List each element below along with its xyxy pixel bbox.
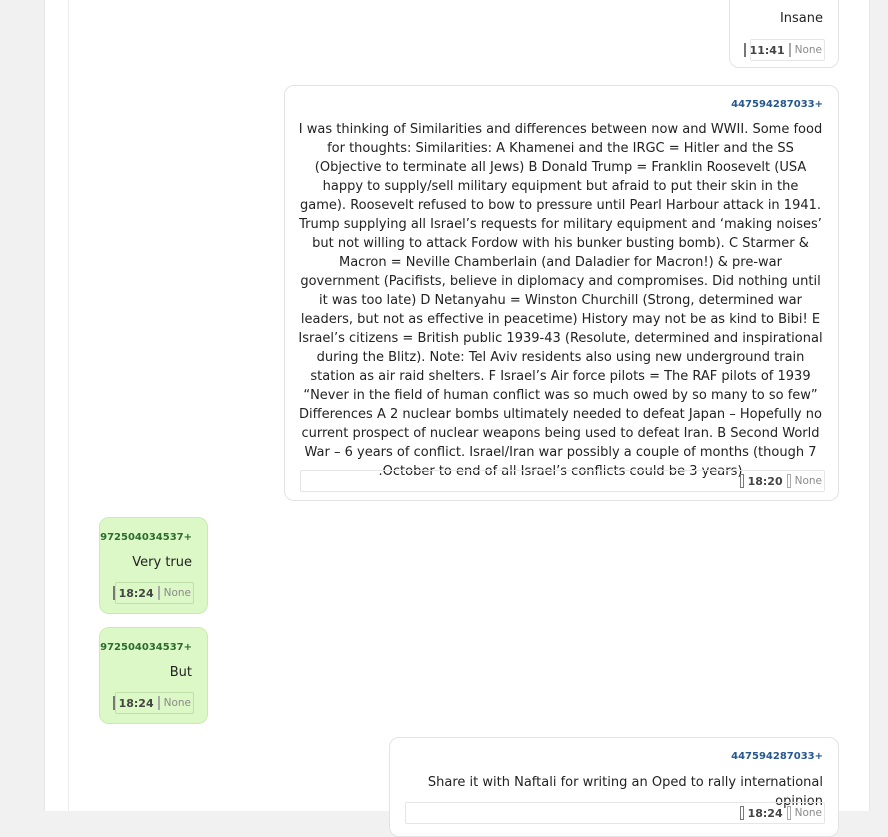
status-box-icon <box>158 586 160 600</box>
message-status: None <box>163 587 191 599</box>
status-box-icon <box>744 43 746 57</box>
message-status: None <box>794 807 822 819</box>
message-sender: 972504034537+ <box>100 532 192 543</box>
message-time: 11:41 <box>749 43 785 57</box>
message-text: Very true <box>132 555 192 570</box>
status-box-icon <box>113 696 115 710</box>
message-bubble <box>729 0 839 68</box>
status-box-icon <box>789 43 791 57</box>
panel-divider <box>68 0 69 811</box>
status-box-icon <box>740 474 744 488</box>
message-meta <box>300 470 825 492</box>
message-time: 18:20 <box>747 474 783 488</box>
message-bubble <box>99 627 208 724</box>
message-meta <box>750 39 825 61</box>
message-bubble <box>99 517 208 614</box>
message-meta <box>115 692 194 714</box>
message-time: 18:24 <box>118 586 154 600</box>
message-text: I was thinking of Similarities and differences between now and WWII. Some food for thoughts: Similarities: A Khamenei and the IRGC = Hitler and the SS (Objective to terminate all Jews) B Donald Trump = Franklin Roosevelt (USA happy to supply/sell military equipment but afraid to put their skin in the game). Roosevelt refused to bow to pressure until Pearl Harbour attack in 1941. Trump supplying all Israel’s requests for military equipment and ‘making noises’ but not willing to attack Fordow with his bunker busting bomb). C Starmer & Macron = Neville Chamberlain (and Daladier for Macron!) & pre-war government (Pacifists, believe in diplomacy and compromises. Did nothing until it was too late) D Netanyahu = Winston Churchill (Strong, determined war leaders, but not as effective in peacetime) History may not be as kind to Bibi! E Israel’s citizens = British public 1939-43 (Resolute, determined and inspirational during the Blitz). Note: Tel Aviv residents also using new underground train station as air raid shelters. F Israel’s Air force pilots = The RAF pilots of 1939 “Never in the field of human conflict was so much owed by so many to so few” Differences A 2 nuclear bombs ultimately needed to defeat Japan – Hopefully no current prospect of nuclear weapons being used to defeat Iran. B Second World War – 6 years of conflict. Israel/Iran war possibly a couple of months (though 7 October to end of all Israel’s conflicts could be 3 years). <box>298 122 823 479</box>
status-box-icon <box>740 806 744 820</box>
message-bubble <box>284 85 839 501</box>
message-bubble <box>389 737 839 837</box>
message-time: 18:24 <box>747 806 783 820</box>
message-text: But <box>169 665 192 680</box>
message-time: 18:24 <box>118 696 154 710</box>
message-status: None <box>163 697 191 709</box>
message-text: Insane <box>779 11 823 26</box>
message-status: None <box>794 475 822 487</box>
message-meta <box>115 582 194 604</box>
message-sender: 447594287033+ <box>731 99 823 110</box>
status-box-icon <box>113 586 115 600</box>
status-box-icon <box>158 696 160 710</box>
status-box-icon <box>787 806 791 820</box>
message-sender: 972504034537+ <box>100 642 192 653</box>
message-meta <box>405 802 825 824</box>
message-text: Share it with Naftali for writing an Oped to rally international opinion <box>427 775 823 809</box>
message-sender: 447594287033+ <box>731 751 823 762</box>
message-status: None <box>794 44 822 56</box>
status-box-icon <box>787 474 791 488</box>
